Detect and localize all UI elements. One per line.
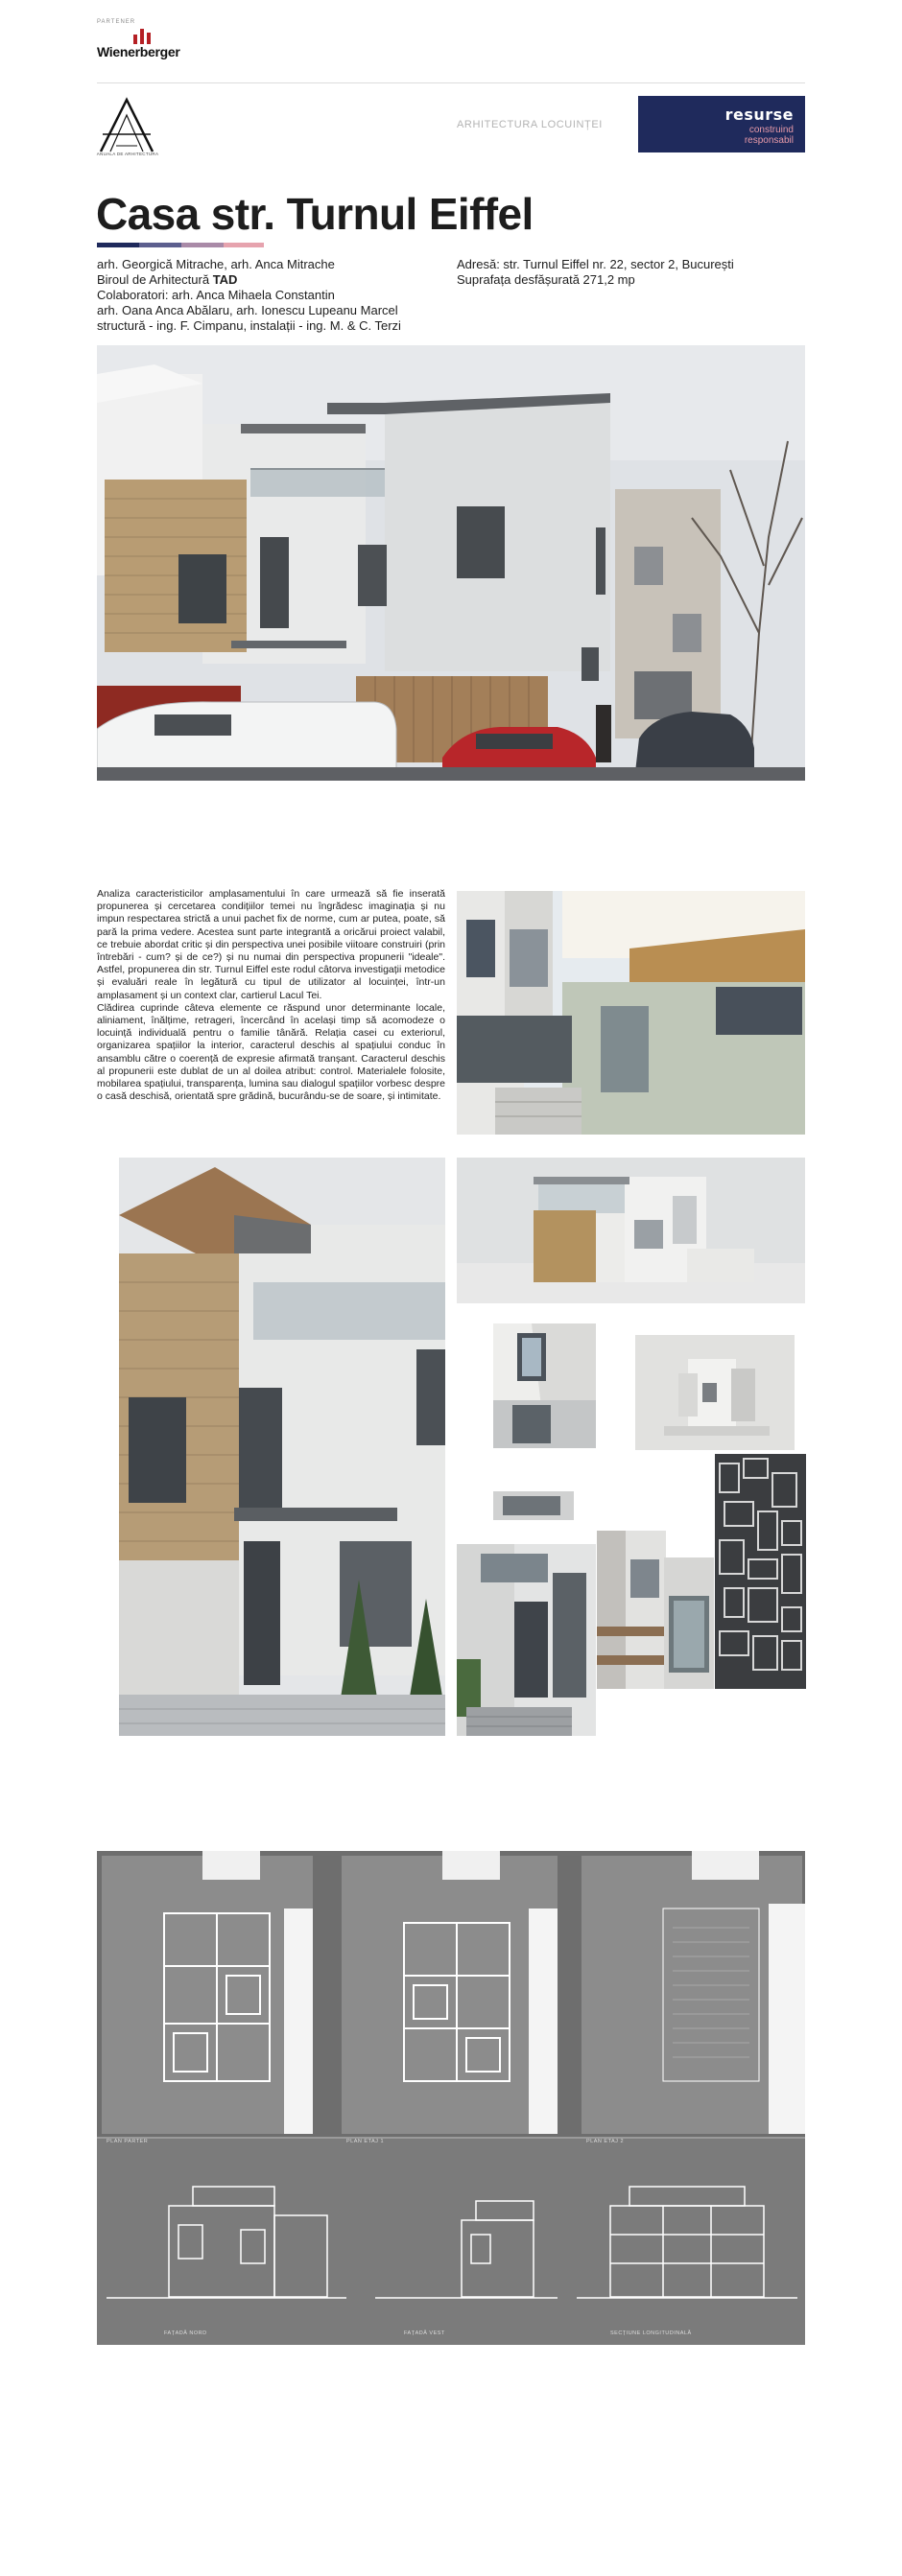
plan-caption: PLAN PARTER xyxy=(107,2139,149,2144)
glass-floor-photo xyxy=(664,1557,714,1689)
credits-collaborators-2: arh. Oana Anca Abălaru, arh. Ionescu Lupeanu Marcel xyxy=(97,303,398,317)
plan-caption: PLAN ETAJ 1 xyxy=(346,2139,385,2144)
resurse-badge[interactable] xyxy=(638,96,805,152)
title-bar-segment xyxy=(139,243,181,247)
credits-office-name: TAD xyxy=(212,272,238,287)
project-address: Adresă: str. Turnul Eiffel nr. 22, sector 2, București xyxy=(457,257,734,271)
wienerberger-logo[interactable]: Wienerberger xyxy=(97,44,180,59)
header-divider xyxy=(97,82,805,83)
address-block xyxy=(457,257,734,288)
section-label: ARHITECTURA LOCUINȚEI xyxy=(457,119,603,130)
credits-collaborators: Colaboratori: arh. Anca Mihaela Constantin xyxy=(97,288,335,302)
sponsor-label: PARTENER xyxy=(97,19,136,25)
credits-block xyxy=(97,257,401,334)
credits-office-label: Biroul de Arhitectură xyxy=(97,272,213,287)
drawings-artwork xyxy=(97,1851,805,2345)
stair-photo xyxy=(597,1531,666,1689)
section-caption: FAȚADĂ VEST xyxy=(404,2330,445,2336)
resurse-brand: resurse xyxy=(724,105,794,124)
description-paragraph: Analiza caracteristicilor amplasamentului în care urmează să fie inserată propunerea și cercetarea condițiilor temei nu îngrădesc imaginația și nu impun respectarea strictă a unui pachet fix de norme, cum ar putea, poate, să pară la prima vedere. Acestea sunt parte integrantă a oricărui proiect valabil, ce trebuie abordat critic și din perspectiva unei posibile viitoare construiri (prin întrebări - cum? și de ce?) și nu numai din perspectiva propunerii "ideale". Astfel, propunerea din str. Turnul Eiffel este rodul câtorva investigații metodice și evaluări reale în legătură cu tipul de utilizator al locuinței, într-un amplasament și un context clar, cartierul Lacul Tei. xyxy=(97,888,445,1001)
credits-office xyxy=(97,272,401,288)
screen-pattern-photo xyxy=(715,1454,806,1689)
project-area: Suprafața desfășurată 271,2 mp xyxy=(457,272,635,287)
interior-skylight-photo xyxy=(493,1323,596,1448)
resurse-tagline-1: construind xyxy=(748,125,794,135)
render-entrance-photo xyxy=(457,891,805,1135)
description-paragraph: Clădirea cuprinde câteva elemente ce răspund unor determinante locale, aliniament, înălțime, retrageri, încercând în același timp să acomodeze o locuință individuală pentru o familie tânără. Relația casei cu exteriorul, organizarea spațiilor la interior, caracterul deschis al spațiului conduc în ansamblu către o coerență de expresie afirmată tranșant. Caracterul deschis al propunerii este dublat de un al doilea atribut: control. Materialele folosite, mobilarea spațiului, transparența, lumina sau dialogul spațiilor vorbesc despre o casă deschisă, orientată spre grădină, bucurându-se de soare, și intimitate. xyxy=(97,1001,445,1103)
title-bar-segment xyxy=(181,243,224,247)
page-title: Casa str. Turnul Eiffel xyxy=(96,189,534,239)
entrance-door-photo xyxy=(457,1544,596,1736)
anuala-logo[interactable] xyxy=(97,94,156,157)
interior-detail-photo xyxy=(493,1491,574,1520)
credits-engineering: structură - ing. F. Cimpanu, instalații - ing. M. & C. Terzi xyxy=(97,318,401,333)
title-bar-segment xyxy=(97,243,139,247)
entrance-exterior-photo xyxy=(119,1158,445,1736)
plan-caption: PLAN ETAJ 2 xyxy=(586,2139,625,2144)
project-description xyxy=(97,888,445,1103)
drawings-panel xyxy=(97,1851,805,2345)
model-photo xyxy=(635,1335,795,1450)
main-exterior-photo xyxy=(97,345,805,781)
section-caption: FAȚADĂ NORD xyxy=(164,2330,207,2336)
anuala-name: ANUALA DE ARHITECTURA xyxy=(96,152,159,156)
render-volume-photo xyxy=(457,1158,805,1303)
credits-architects: arh. Georgică Mitrache, arh. Anca Mitrache xyxy=(97,257,335,271)
section-caption: SECȚIUNE LONGITUDINALĂ xyxy=(610,2330,692,2336)
title-bar-segment xyxy=(224,243,264,247)
wienerberger-logo-mark xyxy=(131,27,153,44)
resurse-tagline-2: responsabil xyxy=(744,135,794,146)
